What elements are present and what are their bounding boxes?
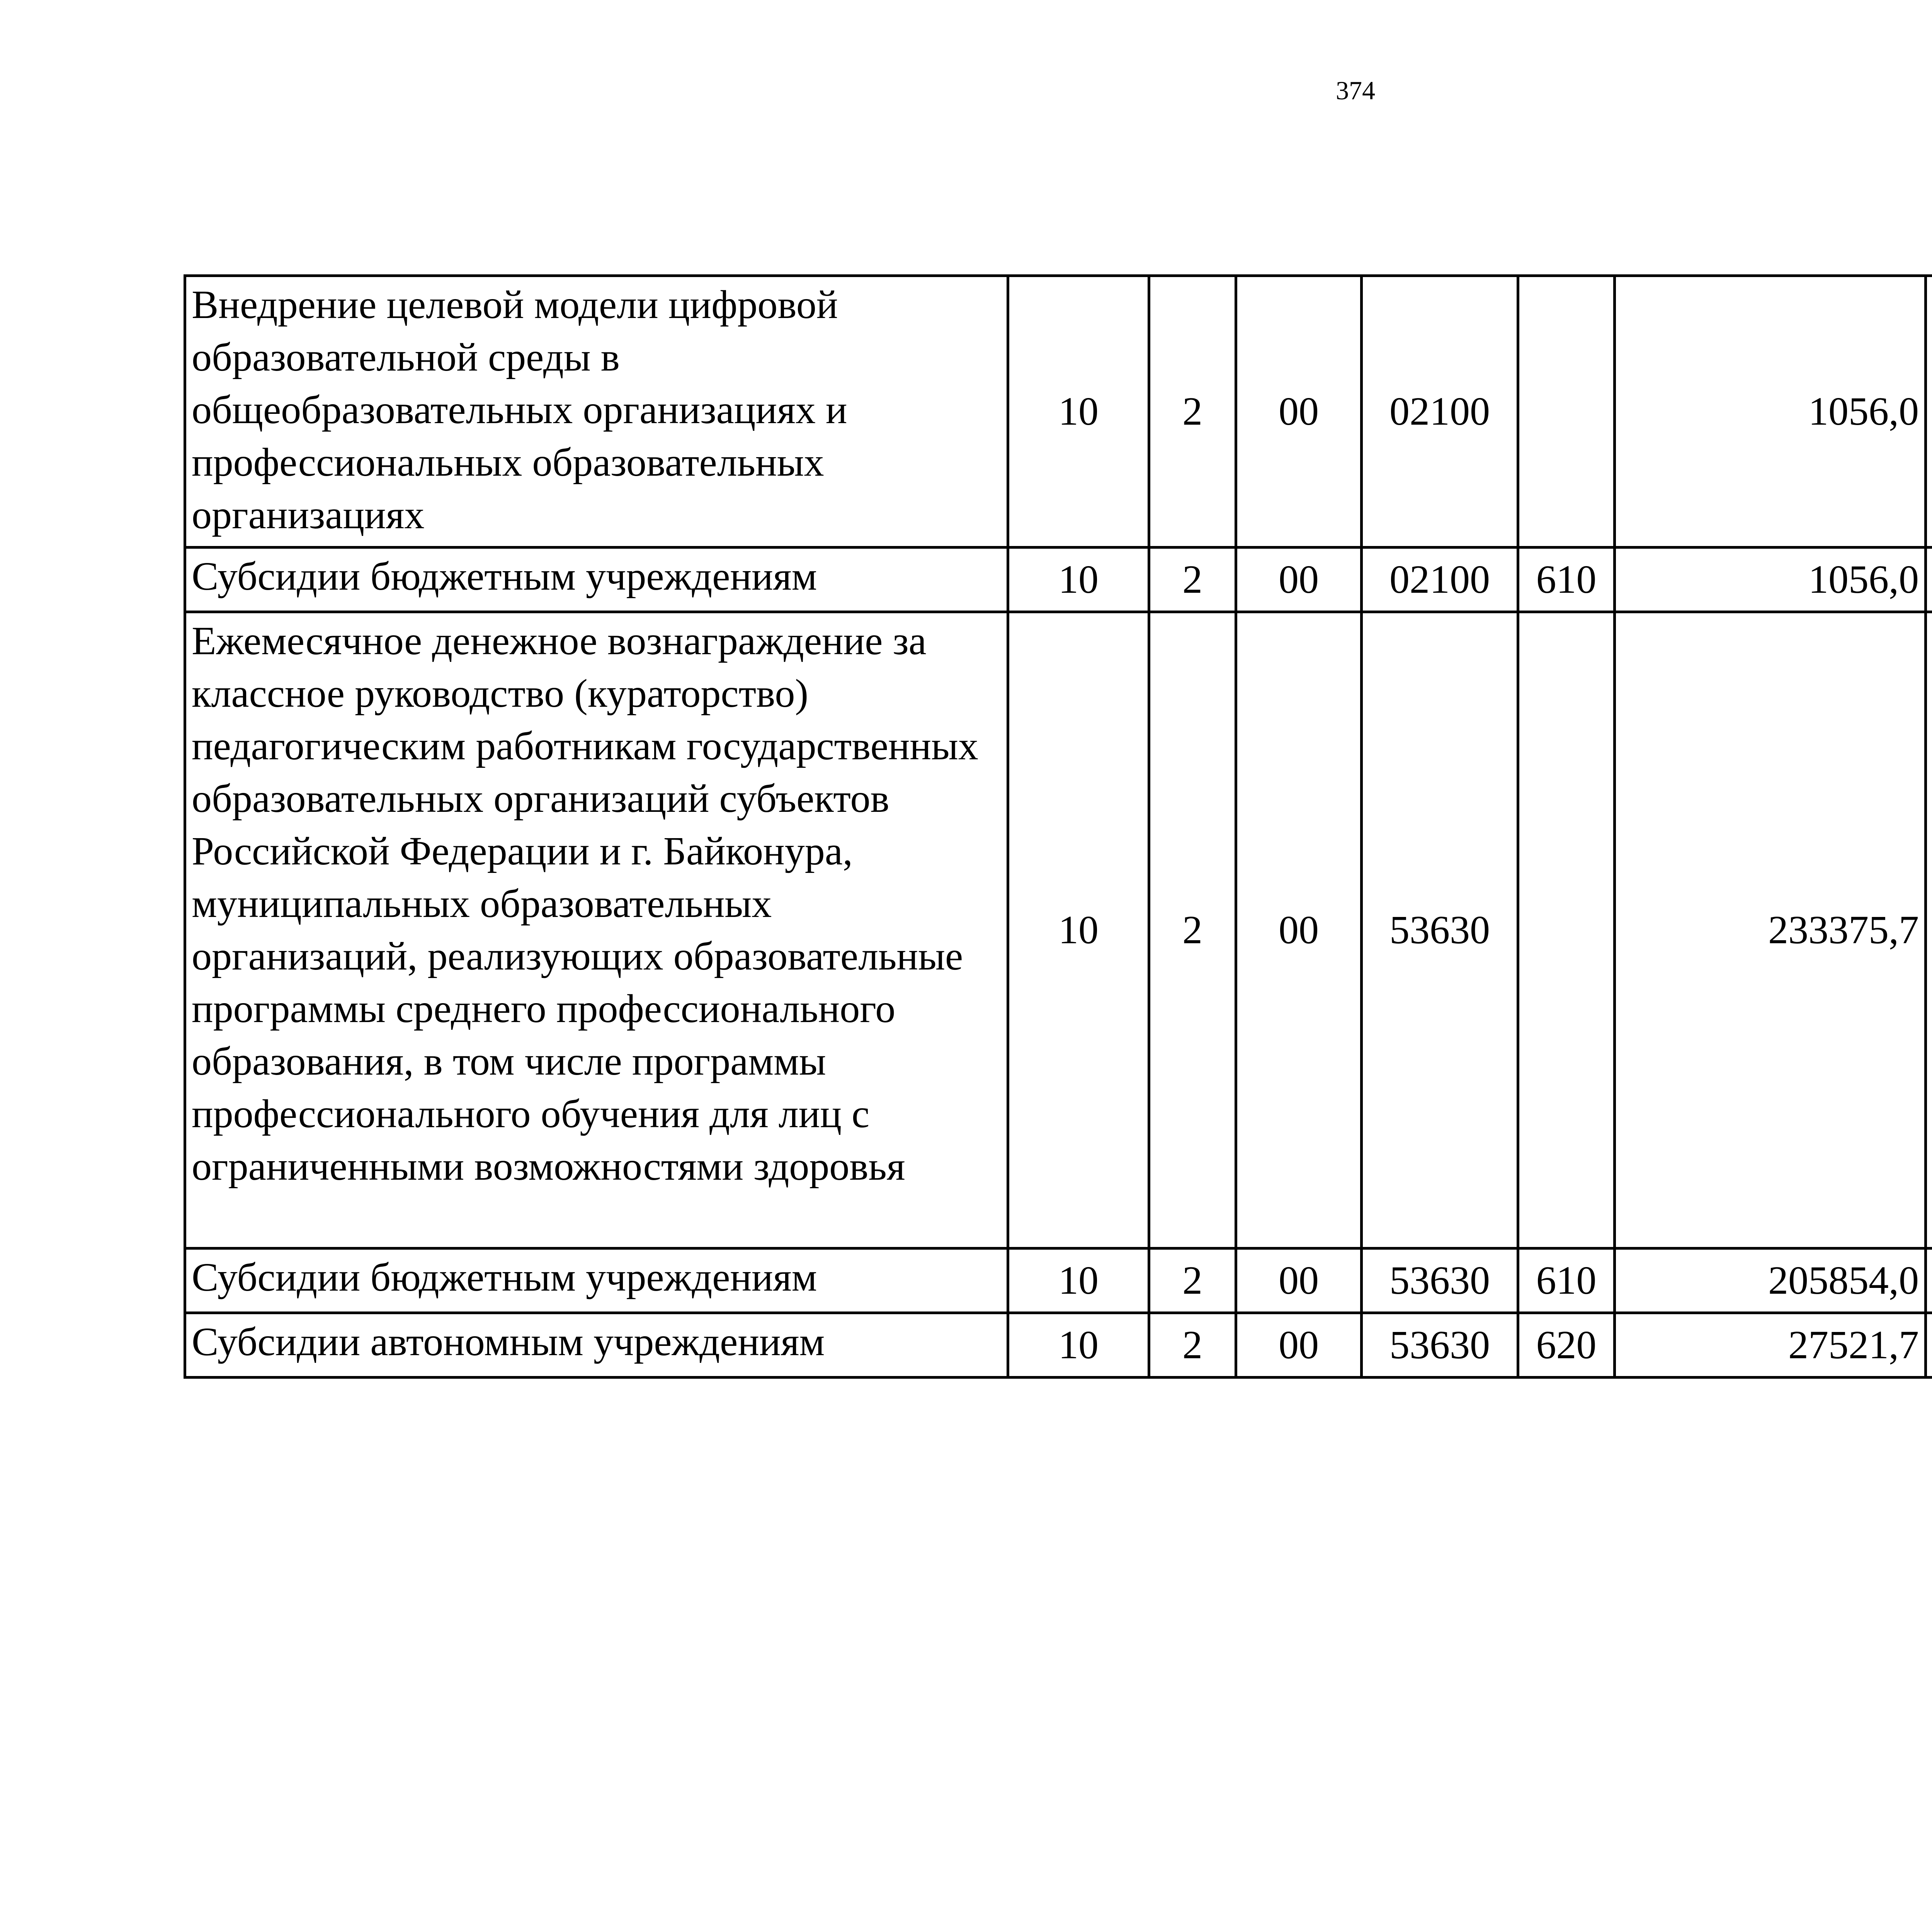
code-program: 2 [1149, 1249, 1236, 1313]
amount-year-1: 205854,0 [1615, 1249, 1926, 1313]
code-subprogram: 00 [1236, 1249, 1362, 1313]
code-subprogram: 00 [1236, 1313, 1362, 1378]
code-section: 10 [1008, 612, 1149, 1249]
code-subprogram: 00 [1236, 612, 1362, 1249]
code-direction: 02100 [1362, 276, 1518, 548]
table-row [185, 1313, 1932, 1378]
table-row [185, 1249, 1932, 1313]
amount-year-1: 1056,0 [1615, 276, 1926, 548]
table-row [185, 548, 1932, 612]
code-direction: 53630 [1362, 1313, 1518, 1378]
code-program: 2 [1149, 612, 1236, 1249]
code-direction: 53630 [1362, 1249, 1518, 1313]
code-expense-type: 620 [1518, 1313, 1615, 1378]
code-program: 2 [1149, 276, 1236, 548]
code-section: 10 [1008, 548, 1149, 612]
amount-year-1: 1056,0 [1615, 548, 1926, 612]
table-row [185, 612, 1932, 1249]
amount-year-1: 233375,7 [1615, 612, 1926, 1249]
amount-year-2 [1926, 548, 1932, 612]
code-program: 2 [1149, 548, 1236, 612]
table-row [185, 276, 1932, 548]
code-direction: 02100 [1362, 548, 1518, 612]
row-description: Субсидии бюджетным учреждениям [185, 548, 1008, 612]
amount-year-2 [1926, 276, 1932, 548]
budget-table [184, 274, 1932, 1379]
code-expense-type: 610 [1518, 548, 1615, 612]
amount-year-2 [1926, 612, 1932, 1249]
code-expense-type: 610 [1518, 1249, 1615, 1313]
code-section: 10 [1008, 276, 1149, 548]
code-section: 10 [1008, 1249, 1149, 1313]
row-description: Ежемесячное денежное вознаграждение за классное руководство (кураторство) педагогическим работникам государственных образовательных организаций субъектов Российской Федерации и г. Байконура, муниципальных образовательных организаций, реализующих образовательные программы среднего профессионального образования, в том числе программы профессионального обучения для лиц с ограниченными возможностями здоровья [185, 612, 1008, 1249]
row-description: Субсидии автономным учреждениям [185, 1313, 1008, 1378]
code-expense-type [1518, 612, 1615, 1249]
amount-year-2 [1926, 1249, 1932, 1313]
code-subprogram: 00 [1236, 276, 1362, 548]
code-program: 2 [1149, 1313, 1236, 1378]
row-description: Субсидии бюджетным учреждениям [185, 1249, 1008, 1313]
amount-year-2 [1926, 1313, 1932, 1378]
code-subprogram: 00 [1236, 548, 1362, 612]
code-expense-type [1518, 276, 1615, 548]
amount-year-1: 27521,7 [1615, 1313, 1926, 1378]
code-direction: 53630 [1362, 612, 1518, 1249]
code-section: 10 [1008, 1313, 1149, 1378]
row-description: Внедрение целевой модели цифровой образовательной среды в общеобразовательных организациях и профессиональных образовательных организациях [185, 276, 1008, 548]
page-number: 374 [1336, 76, 1375, 105]
